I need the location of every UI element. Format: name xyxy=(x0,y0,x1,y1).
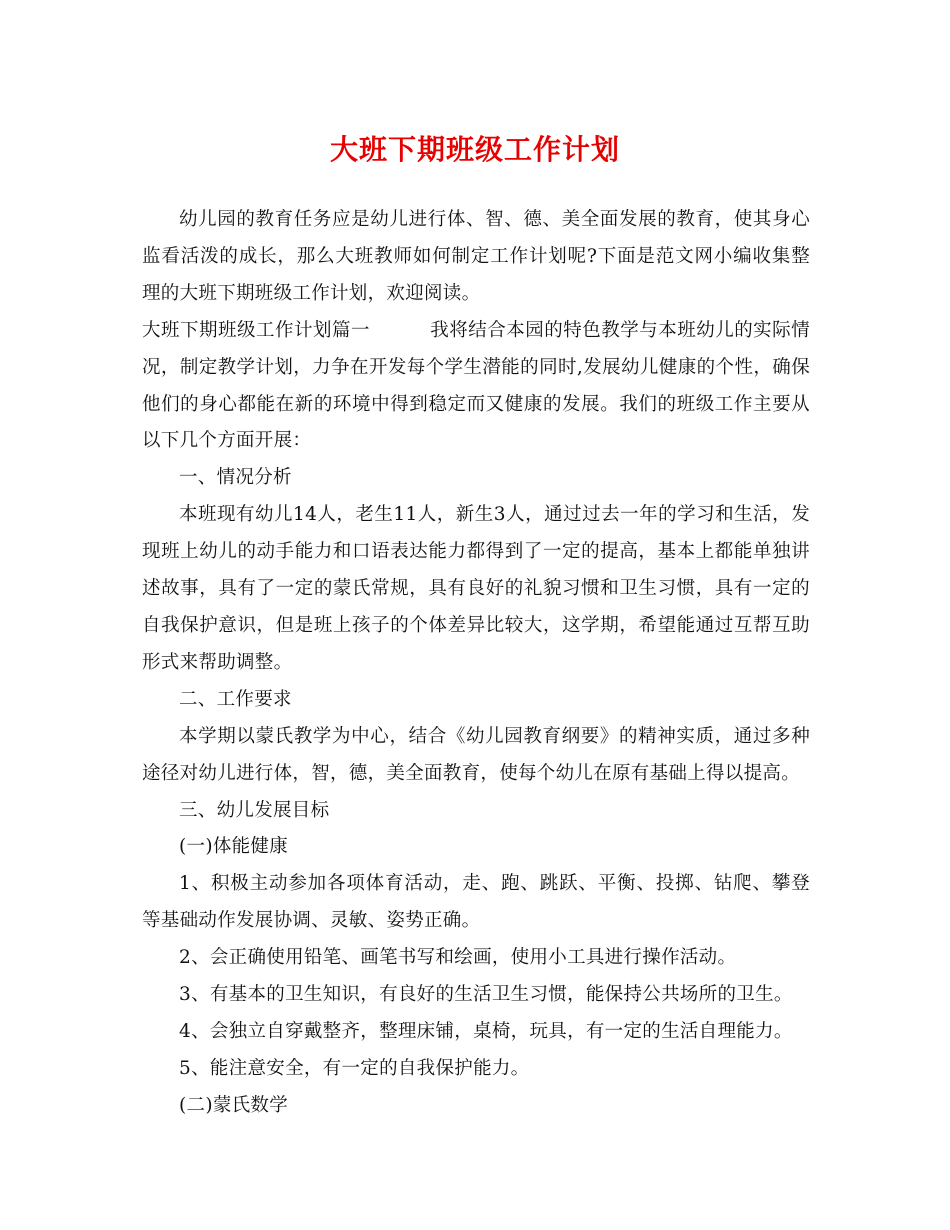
list-item: 2、会正确使用铅笔、画笔书写和绘画，使用小工具进行操作活动。 xyxy=(179,947,737,969)
list-item: 3、有基本的卫生知识，有良好的生活卫生习惯，能保持公共场所的卫生。 xyxy=(179,984,793,1006)
document-title: 大班下期班级工作计划 xyxy=(329,133,620,166)
list-item: 1、积极主动参加各项体育活动，走、跑、跳跃、平衡、投掷、钻爬、攀登等基础动作发展协调、灵敏、姿势正确。 xyxy=(142,873,810,932)
list-item: 4、会独立自穿戴整齐，整理床铺，桌椅，玩具，有一定的生活自理能力。 xyxy=(179,1020,793,1042)
subheading-physical-health: (一)体能健康 xyxy=(179,836,289,858)
heading-development-goals: 三、幼儿发展目标 xyxy=(179,799,330,821)
document-body xyxy=(142,202,810,1125)
list-item: 5、能注意安全，有一定的自我保护能力。 xyxy=(179,1057,530,1079)
heading-situation-analysis: 一、情况分析 xyxy=(179,467,292,489)
requirements-paragraph: 本学期以蒙氏教学为中心，结合《幼儿园教育纲要》的精神实质，通过多种途径对幼儿进行体，智，德，美全面教育，使每个幼儿在原有基础上得以提高。 xyxy=(142,725,810,784)
intro-paragraph: 幼儿园的教育任务应是幼儿进行体、智、德、美全面发展的教育，使其身心监看活泼的成长，那么大班教师如何制定工作计划呢?下面是范文网小编收集整理的大班下期班级工作计划，欢迎阅读。 xyxy=(142,209,810,304)
situation-paragraph: 本班现有幼儿14人，老生11人，新生3人，通过过去一年的学习和生活，发现班上幼儿的动手能力和口语表达能力都得到了一定的提高，基本上都能单独讲述故事，具有了一定的蒙氏常规，具有良好的礼貌习惯和卫生习惯，具有一定的自我保护意识，但是班上孩子的个体差异比较大，这学期，希望能通过互帮互助形式来帮助调整。 xyxy=(142,504,810,673)
heading-work-requirements: 二、工作要求 xyxy=(179,688,292,710)
subheading-montessori-math: (二)蒙氏数学 xyxy=(179,1094,289,1116)
section-paragraph xyxy=(142,313,810,461)
section-text: 我将结合本园的特色教学与本班幼儿的实际情况，制定教学计划，力争在开发每个学生潜能的同时,发展幼儿健康的个性，确保他们的身心都能在新的环境中得到稳定而又健康的发展。我们的班级工作主要从以下几个方面开展： xyxy=(142,319,810,452)
section-heading: 大班下期班级工作计划篇一 xyxy=(142,319,370,341)
